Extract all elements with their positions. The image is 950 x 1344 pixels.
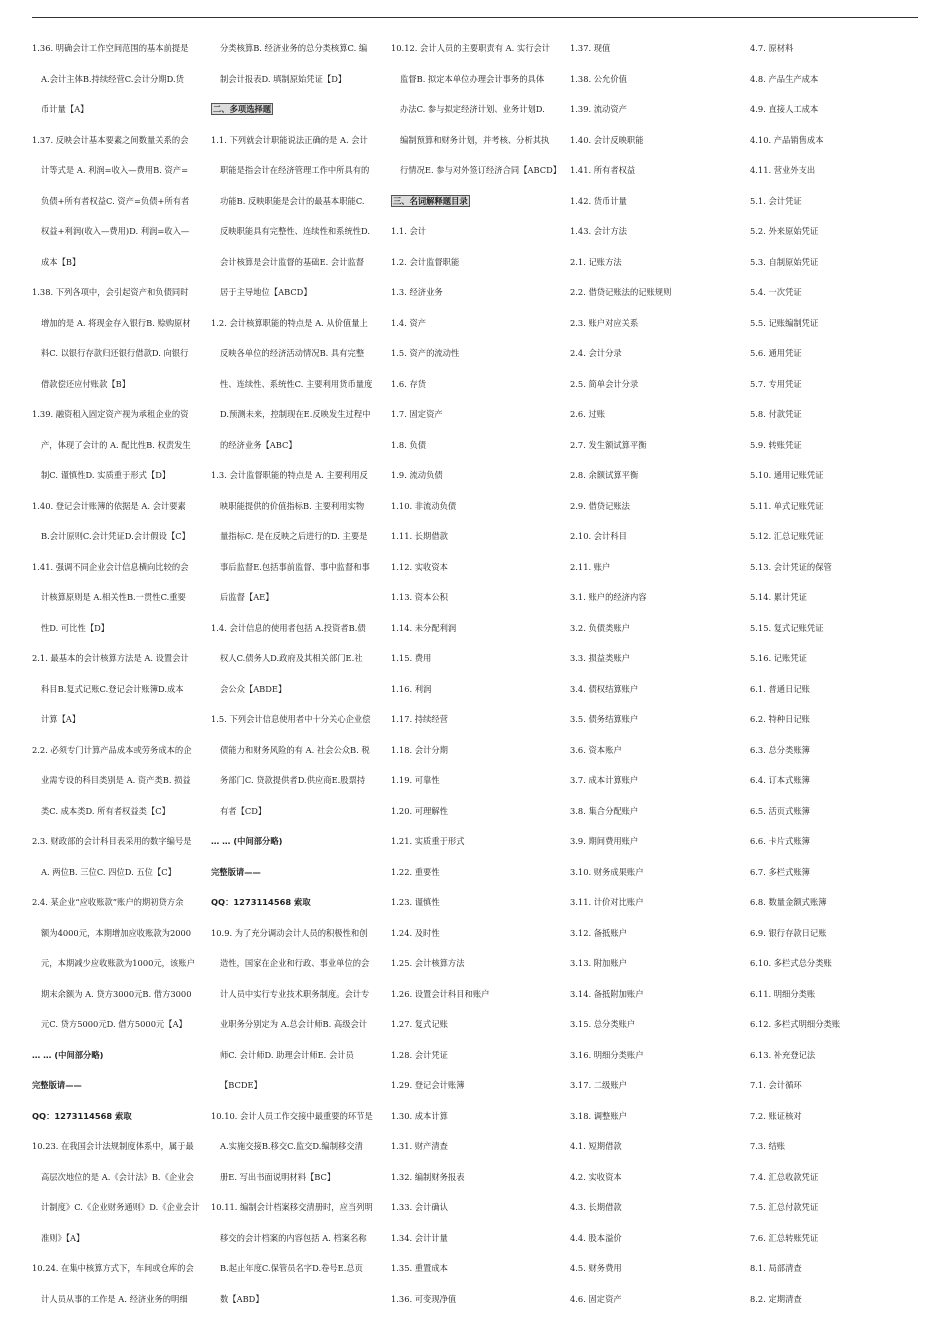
section-heading-label: 二、多项选择题 [213,104,272,114]
text-line: 元，本期减少应收账款为1000元，该账户 [41,958,195,968]
text-line: 1.23. 谨慎性 [391,897,440,907]
text-line: 借款偿还应付账款【B】 [41,378,131,389]
text-line: 【BCDE】 [220,1080,262,1090]
text-line: 5.3. 自制原始凭证 [750,256,819,267]
text-line: 2.9. 借贷记账法 [570,500,630,511]
text-line: 2.4. 会计分录 [570,348,622,358]
text-line: 师C. 会计师D. 助理会计师E. 会计员 [220,1049,354,1060]
text-line: 移交的会计档案的内容包括 A. 档案名称 [220,1232,367,1243]
text-line: 1.30. 成本计算 [391,1110,448,1121]
text-line: 2.7. 发生额试算平衡 [570,439,647,450]
text-line: 2.5. 简单会计分录 [570,378,639,389]
text-line: 3.18. 调整账户 [570,1110,627,1121]
text-line: 1.41. 强调不同企业会计信息横向比较的会 [32,561,189,572]
text-line: 8.2. 定期清查 [750,1293,802,1304]
text-line: 负债+所有者权益C. 资产=负债+所有者 [41,195,190,206]
text-line: 5.2. 外来原始凭证 [750,226,819,236]
text-line: 4.3. 长期借款 [570,1202,622,1212]
text-line: 计人员从事的工作是 A. 经济业务的明细 [41,1293,188,1304]
text-line: 1.36. 明确会计工作空间范围的基本前提是 [32,43,189,53]
text-line: 1.9. 流动负债 [391,470,443,480]
text-line: 3.10. 财务成果账户 [570,866,644,877]
text-line: 4.5. 财务费用 [570,1263,622,1273]
text-line: 2.2. 借贷记账法的记账规则 [570,287,672,297]
text-line: 有者【CD】 [220,805,267,816]
text-line: 3.9. 期间费用账户 [570,836,639,846]
text-line: 10.24. 在集中核算方式下，车间或仓库的会 [32,1263,194,1273]
text-line: 7.2. 账证核对 [750,1110,802,1121]
text-line: 4.11. 营业外支出 [750,165,816,175]
text-line: 3.4. 债权结算账户 [570,683,639,694]
text-line: 5.14. 累计凭证 [750,592,807,602]
notice-line: 完整版请—— [32,1080,82,1090]
text-line: B.会计原则C.会计凭证D.会计假设【C】 [41,531,190,541]
text-line: 数【ABD】 [220,1293,264,1304]
text-line: 1.12. 实收资本 [391,561,448,572]
text-line: 计等式是 A. 利润=收入—费用B. 资产= [41,165,189,175]
text-line: 1.37. 现值 [570,43,611,53]
text-line: A.会计主体B.持续经营C.会计分期D.货 [41,73,184,84]
text-line: 1.7. 固定资产 [391,409,443,419]
text-line: 计核算原则是 A.相关性B.一贯性C.重要 [41,592,186,602]
text-line: 4.10. 产品销售成本 [750,134,824,145]
text-line: 1.43. 会计方法 [570,226,627,236]
text-line: 5.4. 一次凭证 [750,287,802,297]
text-line: 1.2. 会计核算职能的特点是 A. 从价值量上 [211,317,368,328]
text-line: 映职能提供的价值指标B. 主要利用实物 [220,500,365,511]
top-rule [32,17,918,18]
text-line: 5.13. 会计凭证的保管 [750,561,832,572]
text-line: 5.9. 转账凭证 [750,439,802,450]
text-line: 3.11. 计价对比账户 [570,897,644,907]
text-line: 6.12. 多栏式明细分类账 [750,1019,841,1029]
text-line: 权人C.债务人D.政府及其相关部门E.社 [220,653,363,663]
text-line: 6.10. 多栏式总分类账 [750,958,832,968]
text-line: 1.19. 可靠性 [391,775,440,785]
text-line: 3.6. 资本账户 [570,744,622,755]
text-line: 1.1. 会计 [391,226,427,236]
text-line: 6.8. 数量金额式账簿 [750,897,827,907]
text-line: 办法C. 参与拟定经济计划、业务计划D. [400,104,545,114]
text-line: 4.8. 产品生产成本 [750,73,819,84]
text-line: 4.2. 实收资本 [570,1171,622,1182]
text-line: 性、连续性、系统性C. 主要利用货币量度 [220,378,373,389]
text-line: 1.11. 长期借款 [391,531,448,541]
text-line: 1.16. 利润 [391,683,432,694]
text-line: 1.18. 会计分期 [391,744,448,755]
text-line: 2.8. 余额试算平衡 [570,470,639,480]
text-line: 5.15. 复式记账凭证 [750,622,824,633]
text-line: 1.35. 重置成本 [391,1263,448,1273]
text-line: 1.1. 下列就会计职能说法正确的是 A. 会计 [211,134,368,145]
text-line: 1.38. 公允价值 [570,73,627,84]
text-line: 1.22. 重要性 [391,866,440,877]
text-line: 3.2. 负债类账户 [570,622,630,633]
text-line: 5.6. 通用凭证 [750,348,802,358]
text-line: 计制度》C.《企业财务通则》D.《企业会计 [41,1202,200,1212]
text-line: 6.2. 特种日记账 [750,714,810,724]
text-line: 权益+利润(收入—费用)D. 利润=收入— [41,226,190,236]
text-line: 1.38. 下列各项中，会引起资产和负债同时 [32,287,189,297]
text-line: 5.1. 会计凭证 [750,195,802,206]
text-line: 1.26. 设置会计科目和账户 [391,988,490,999]
column-1 [32,33,202,1314]
text-line: 造性，国家在企业和行政、事业单位的会 [220,958,370,968]
text-line: 1.24. 及时性 [391,927,440,938]
text-line: 1.40. 登记会计账簿的依据是 A. 会计要素 [32,500,186,511]
text-line: 8.1. 局部清查 [750,1263,802,1273]
text-line: 性D. 可比性【D】 [41,622,110,633]
text-line: 6.11. 明细分类账 [750,988,816,999]
text-line: 1.27. 复式记账 [391,1019,448,1029]
text-line: 1.10. 非流动负债 [391,500,457,511]
text-line: 1.25. 会计核算方法 [391,958,465,968]
notice-line: … … (中间部分略) [32,1049,104,1060]
text-line: 1.6. 存货 [391,378,427,389]
text-line: 1.3. 会计监督职能的特点是 A. 主要利用反 [211,470,368,480]
text-line: 1.5. 资产的流动性 [391,348,460,358]
text-line: 计算【A】 [41,714,81,724]
text-line: 2.2. 必须专门计算产品成本或劳务成本的企 [32,744,192,755]
text-line: 3.14. 备抵附加账户 [570,988,644,999]
text-line: 3.15. 总分类账户 [570,1019,636,1029]
text-line: 业需专设的科目类别是 A. 资产类B. 损益 [41,775,191,785]
text-line: 务部门C. 贷款提供者D.供应商E.股票持 [220,775,366,785]
text-line: 3.5. 债务结算账户 [570,714,639,724]
text-line: 1.32. 编制财务报表 [391,1171,465,1182]
text-line: 的经济业务【ABC】 [220,439,297,450]
text-line: 1.14. 未分配利润 [391,622,457,633]
text-line: 1.42. 货币计量 [570,195,627,206]
column-3 [391,33,563,1314]
text-line: 准则》【A】 [41,1232,85,1243]
section-heading [391,186,563,217]
text-line: 5.12. 汇总记账凭证 [750,531,824,541]
notice-line: … … (中间部分略) [211,836,283,846]
text-line: 产，体现了会计的 A. 配比性B. 权责发生 [41,439,191,450]
text-line: D.预测未来，控制现在E.反映发生过程中 [220,409,371,419]
notice-line: QQ：1273114568 索取 [32,1110,132,1121]
text-line: 6.3. 总分类账簿 [750,744,810,755]
text-line: 6.13. 补充登记法 [750,1049,816,1060]
text-line: 事后监督E.包括事前监督、事中监督和事 [220,561,370,572]
text-line: 币计量【A】 [41,104,89,114]
text-line: 5.16. 记账凭证 [750,653,807,663]
text-line: 4.1. 短期借款 [570,1141,622,1151]
text-line: 6.9. 银行存款日记账 [750,927,827,938]
text-line: 债能力和财务风险的有 A. 社会公众B. 税 [220,744,370,755]
text-line: 料C. 以银行存款归还银行借款D. 向银行 [41,348,189,358]
text-line: 7.6. 汇总转账凭证 [750,1232,819,1243]
text-line: 1.20. 可理解性 [391,805,448,816]
text-line: 居于主导地位【ABCD】 [220,287,312,297]
text-line: 4.9. 直接人工成本 [750,104,819,114]
notice-line: 完整版请—— [211,866,261,877]
text-line: 7.4. 汇总收款凭证 [750,1171,819,1182]
text-line: 1.29. 登记会计账簿 [391,1080,465,1090]
text-line: 6.6. 卡片式账簿 [750,836,810,846]
text-line: 1.15. 费用 [391,653,432,663]
text-line: A.实施交接B.移交C.监交D.编制移交清 [220,1141,363,1151]
text-line: 7.5. 汇总付款凭证 [750,1202,819,1212]
text-line: 1.39. 融资租入固定资产视为承租企业的资 [32,409,189,419]
text-line: 1.34. 会计计量 [391,1232,448,1243]
text-line: 1.41. 所有者权益 [570,165,636,175]
text-line: 10.11. 编制会计档案移交清册时，应当列明 [211,1202,373,1212]
text-line: 1.17. 持续经营 [391,714,448,724]
text-line: 2.4. 某企业“应收账款”账户的期初贷方余 [32,897,184,907]
text-line: 期末余额为 A. 贷方3000元B. 借方3000 [41,988,192,999]
text-line: 10.10. 会计人员工作交接中最重要的环节是 [211,1110,373,1121]
text-line: 2.3. 财政部的会计科目表采用的数字编号是 [32,836,192,846]
text-line: 10.23. 在我国会计法规制度体系中，属于最 [32,1141,194,1151]
text-line: 10.12. 会计人员的主要职责有 A. 实行会计 [391,43,551,53]
text-line: 4.4. 股本溢价 [570,1232,622,1243]
text-line: 分类核算B. 经济业务的总分类核算C. 编 [220,43,368,53]
text-line: 10.9. 为了充分调动会计人员的积极性和创 [211,927,368,938]
text-line: 编制预算和财务计划，并考核、分析其执 [400,134,550,145]
text-line: 1.21. 实质重于形式 [391,836,465,846]
text-line: 制C. 谨慎性D. 实质重于形式【D】 [41,470,171,480]
column-2 [211,33,381,1314]
text-line: 1.4. 会计信息的使用者包括 A.投资者B.债 [211,622,366,633]
text-line: 5.5. 记账编制凭证 [750,317,819,328]
text-line: 1.8. 负债 [391,439,427,450]
text-line: 增加的是 A. 将现金存入银行B. 赊购原材 [41,317,191,328]
text-line: 3.17. 二级账户 [570,1080,627,1090]
column-5 [750,33,920,1314]
text-line: 元C. 贷方5000元D. 借方5000元【A】 [41,1019,187,1029]
text-line: A. 两位B. 三位C. 四位D. 五位【C】 [41,866,176,877]
section-heading [211,94,381,125]
column-4 [570,33,740,1314]
text-line: 业职务分别定为 A.总会计师B. 高级会计 [220,1019,368,1029]
notice-line: QQ：1273114568 索取 [211,897,311,907]
text-line: 1.40. 会计反映职能 [570,134,644,145]
text-line: 后监督【AE】 [220,592,274,602]
text-line: 5.8. 付款凭证 [750,409,802,419]
text-line: 3.1. 账户的经济内容 [570,592,647,602]
text-line: 1.28. 会计凭证 [391,1049,448,1060]
text-line: 5.11. 单式记账凭证 [750,500,824,511]
text-line: 3.16. 明细分类账户 [570,1049,644,1060]
text-line: 2.1. 最基本的会计核算方法是 A. 设置会计 [32,653,189,663]
text-line: 6.1. 普通日记账 [750,683,810,694]
text-line: 2.11. 账户 [570,561,611,572]
text-line: 1.4. 资产 [391,317,427,328]
text-line: 职能是指会计在经济管理工作中所具有的 [220,165,370,175]
text-line: 1.33. 会计确认 [391,1202,448,1212]
text-line: 额为4000元，本期增加应收账款为2000 [41,927,192,938]
text-line: 3.3. 损益类账户 [570,653,630,663]
text-line: 5.7. 专用凭证 [750,378,802,389]
text-line: 类C. 成本类D. 所有者权益类【C】 [41,805,170,816]
text-line: 6.7. 多栏式账簿 [750,866,810,877]
text-line: 成本【B】 [41,256,81,267]
text-line: 4.7. 原材料 [750,43,794,53]
text-line: 会公众【ABDE】 [220,683,287,694]
text-line: 7.3. 结账 [750,1141,786,1151]
text-line: 1.36. 可变现净值 [391,1293,457,1304]
section-heading-label: 三、名词解释题目录 [393,195,468,206]
text-line: 册E. 写出书面说明材料【BC】 [220,1171,336,1182]
text-line: 1.3. 经济业务 [391,287,443,297]
text-line: 制会计报表D. 填制原始凭证【D】 [220,73,347,84]
text-line: 3.13. 附加账户 [570,958,627,968]
text-line: 1.2. 会计监督职能 [391,256,460,267]
text-line: 1.37. 反映会计基本要素之间数量关系的会 [32,134,189,145]
text-line: 3.8. 集合分配账户 [570,805,639,816]
text-line: 6.4. 订本式账簿 [750,775,810,785]
text-line: 计人员中实行专业技术职务制度。会计专 [220,988,370,999]
text-line: 科目B.复式记账C.登记会计账簿D.成本 [41,683,184,694]
text-line: B.起止年度C.保管员名字D.卷号E.总页 [220,1263,363,1273]
text-line: 4.6. 固定资产 [570,1293,622,1304]
text-line: 1.39. 流动资产 [570,104,627,114]
text-line: 会计核算是会计监督的基础E. 会计监督 [220,256,365,267]
text-line: 1.13. 资本公积 [391,592,448,602]
text-line: 6.5. 活页式账簿 [750,805,810,816]
text-line: 2.10. 会计科目 [570,531,627,541]
text-line: 功能B. 反映职能是会计的最基本职能C. [220,195,365,206]
text-line: 反映职能具有完整性、连续性和系统性D. [220,226,371,236]
text-line: 2.6. 过账 [570,409,606,419]
text-line: 3.7. 成本计算账户 [570,775,639,785]
text-line: 监督B. 拟定本单位办理会计事务的具体 [400,73,545,84]
text-line: 3.12. 备抵账户 [570,927,627,938]
text-line: 1.5. 下列会计信息使用者中十分关心企业偿 [211,714,371,724]
text-line: 2.3. 账户对应关系 [570,317,639,328]
text-line: 2.1. 记账方法 [570,256,622,267]
text-line: 量指标C. 是在反映之后进行的D. 主要是 [220,531,368,541]
text-line: 5.10. 通用记账凭证 [750,470,824,480]
text-line: 7.1. 会计循环 [750,1080,802,1090]
text-line: 高层次地位的是 A.《会计法》B.《企业会 [41,1171,194,1182]
text-line: 1.31. 财产清查 [391,1141,448,1151]
text-line: 行情况E. 参与对外签订经济合同【ABCD】 [400,165,562,175]
text-line: 反映各单位的经济活动情况B. 具有完整 [220,348,365,358]
